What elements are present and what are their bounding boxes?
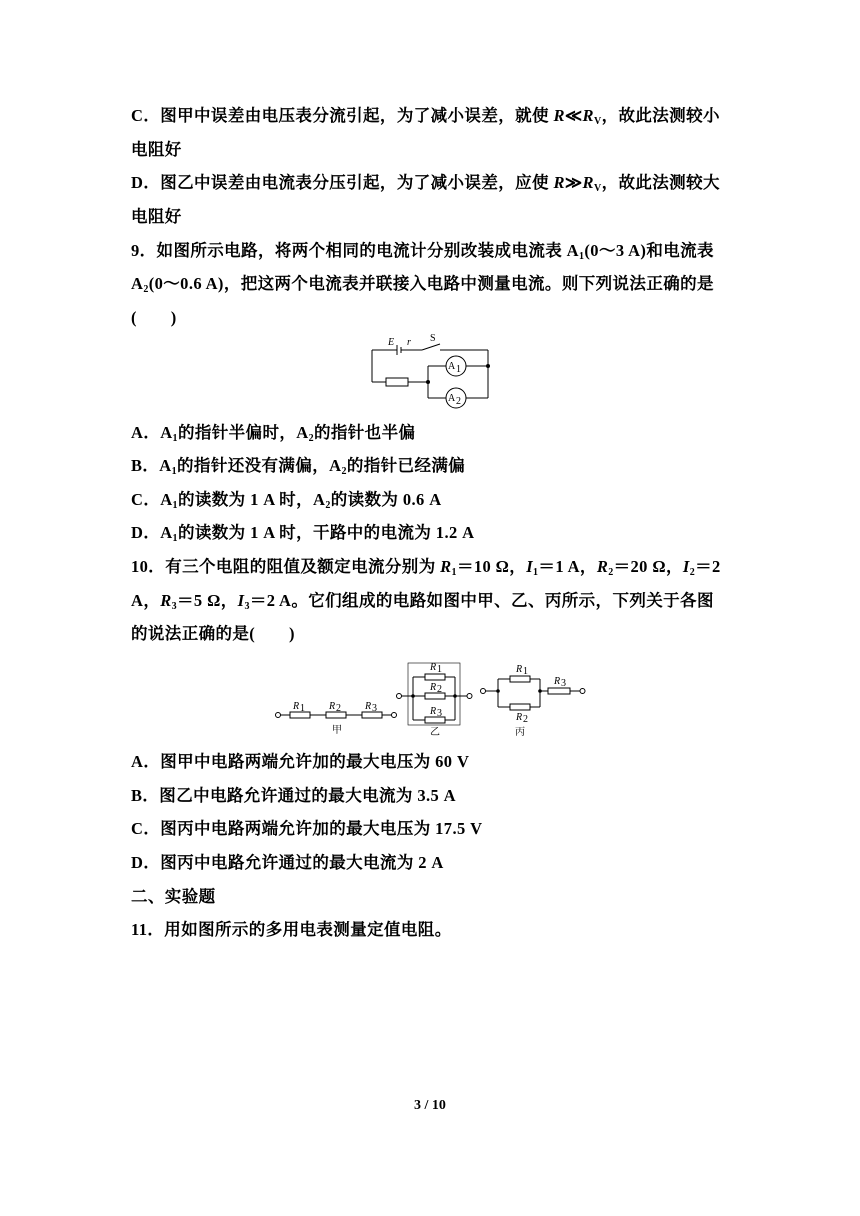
q8-option-d: D．图乙中误差由电流表分压引起，为了减小误差，应使 $R≫R_V$，故此法测较大 [131, 173, 720, 194]
q8-option-d-cont: 电阻好 [131, 207, 182, 226]
jia-r2-label: R [329, 701, 336, 712]
yi-r3-label: R [430, 706, 437, 717]
yi-r2-label: R [430, 682, 437, 693]
q10-stem-line1: 10．有三个电阻的阻值及额定电流分别为 $R_1=10$ Ω，$I_1=1$ A，$R_2=20$ Ω，$I_2=2$ [131, 557, 721, 578]
label-a2: A [448, 393, 456, 404]
label-r: r [407, 337, 411, 348]
jia-r2-sub: 2 [336, 703, 341, 714]
label-s: S [430, 333, 436, 344]
bing-r3-sub: 3 [561, 678, 566, 689]
q10-stem-line3: 的说法正确的是( ) [131, 624, 295, 643]
yi-r2-sub: 2 [437, 684, 442, 695]
q9-option-b: B．$A_1$的指针还没有满偏，$A_2$的指针已经满偏 [131, 456, 466, 477]
bing-r2-sub: 2 [523, 714, 528, 725]
q9-circuit-figure [360, 330, 500, 414]
label-e: E [388, 337, 395, 348]
q9-option-a: A．$A_1$的指针半偏时，$A_2$的指针也半偏 [131, 423, 416, 444]
q9-stem-line2: $A_2(0\sim 0.6$ A)，把这两个电流表并联接入电路中测量电流。则下列说法正确的是 [131, 274, 714, 295]
fig-label-bing: 丙 [515, 727, 525, 738]
q8-option-c-cont: 电阻好 [131, 140, 182, 159]
q10-option-c: C．图丙中电路两端允许加的最大电压为 17.5 V [131, 819, 483, 838]
page-number: 3 / 10 [414, 1098, 446, 1113]
q10-stem-line2: A，$R_3=5$ Ω，$I_3=2$ A。它们组成的电路如图中甲、乙、丙所示，下列关于各图 [131, 591, 714, 612]
bing-r3-label: R [554, 676, 561, 687]
section-heading: 二、实验题 [131, 887, 216, 906]
fig-label-yi: 乙 [430, 727, 440, 738]
q9-option-c: C．$A_1$的读数为 1 A 时，$A_2$的读数为 0.6 A [131, 490, 442, 511]
q10-circuit-figure [272, 655, 592, 741]
yi-r3-sub: 3 [437, 708, 442, 719]
yi-r1-sub: 1 [437, 664, 442, 675]
jia-r1-label: R [293, 701, 300, 712]
q10-option-a: A．图甲中电路两端允许加的最大电压为 60 V [131, 752, 470, 771]
q9-answer-blank: ( ) [131, 308, 177, 327]
q9-option-d: D．$A_1$的读数为 1 A 时，干路中的电流为 1.2 A [131, 523, 475, 544]
jia-r3-sub: 3 [372, 703, 377, 714]
jia-r1-sub: 1 [300, 703, 305, 714]
q10-option-d: D．图丙中电路允许通过的最大电流为 2 A [131, 853, 444, 872]
bing-r1-sub: 1 [523, 666, 528, 677]
fig-label-jia: 甲 [332, 725, 342, 736]
q9-stem-line1: 9．如图所示电路，将两个相同的电流计分别改装成电流表 $A_1(0\sim 3$ A)和电流表 [131, 241, 714, 262]
q10-option-b: B．图乙中电路允许通过的最大电流为 3.5 A [131, 786, 456, 805]
q8-option-c: C．图甲中误差由电压表分流引起，为了减小误差，就使 $R≪R_V$，故此法测较小 [131, 106, 720, 127]
bing-r1-label: R [516, 664, 523, 675]
label-a2-sub: 2 [456, 396, 461, 407]
yi-r1-label: R [430, 662, 437, 673]
q11-stem: 11．用如图所示的多用电表测量定值电阻。 [131, 920, 452, 939]
bing-r2-label: R [516, 712, 523, 723]
jia-r3-label: R [365, 701, 372, 712]
label-a1-sub: 1 [456, 364, 461, 375]
label-a1: A [448, 361, 456, 372]
